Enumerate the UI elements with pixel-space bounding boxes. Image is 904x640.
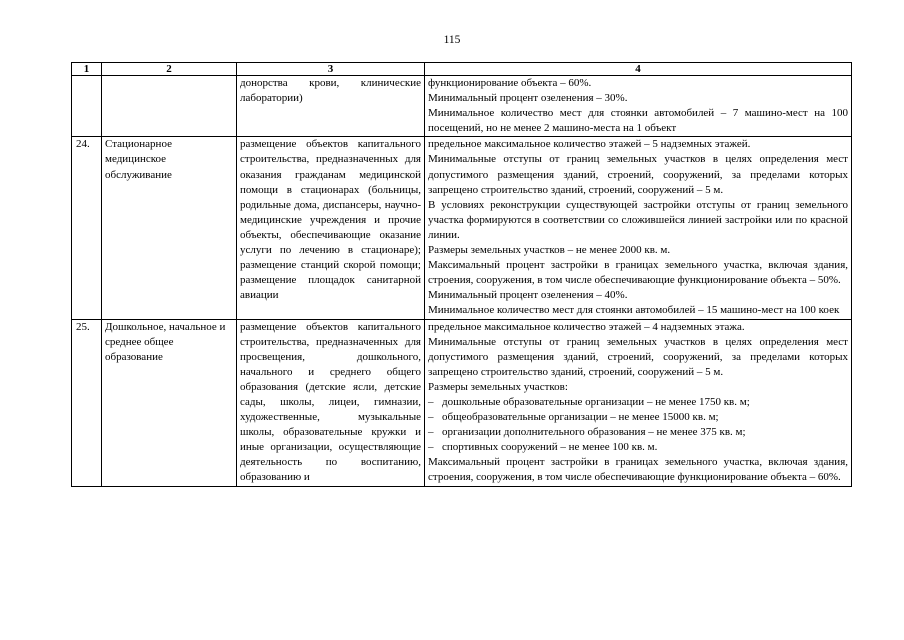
row-number xyxy=(72,76,102,137)
list-item xyxy=(428,395,848,410)
table-row xyxy=(72,137,852,319)
parameters-cell xyxy=(425,319,852,486)
list-item xyxy=(428,440,848,455)
dash-bullet: – xyxy=(428,395,434,408)
description-text: размещение объектов капитального строительства, предназначенных для просвещения, дошкольного, начального и среднего общего образования (детские ясли, детские сады, школы, лицеи, гимназии, художественные, музыкальные школы, образовательные кружки и иные организации, осуществляющие деятельность по воспитанию, образованию и xyxy=(240,320,421,484)
table-row xyxy=(72,76,852,137)
parameter-line: Размеры земельных участков – не менее 2000 кв. м. xyxy=(428,244,671,257)
parameters-cell xyxy=(425,137,852,319)
dash-bullet: – xyxy=(428,426,434,439)
list-item-text: дошкольные образовательные организации – не менее 1750 кв. м; xyxy=(442,395,750,408)
header-col-4: 4 xyxy=(425,63,852,76)
use-description xyxy=(237,137,425,319)
page-number: 115 xyxy=(443,34,461,46)
parameter-line: Максимальный процент застройки в границах земельного участка, включая здания, строения, сооружения, в том числе обеспечивающие функционирование объекта – 50%. xyxy=(428,259,848,287)
zoning-table xyxy=(71,62,852,487)
parameter-line: Минимальные отступы от границ земельных участков в целях определения мест допустимого размещения зданий, строений, сооружений, за пределами которых запрещено строительство зданий, строений, сооружений – 5 м. xyxy=(428,335,848,378)
use-type-name xyxy=(102,76,237,137)
use-description xyxy=(237,319,425,486)
parameter-line: предельное максимальное количество этажей – 5 надземных этажей. xyxy=(428,138,751,151)
parameter-line: Минимальный процент озеленения – 40%. xyxy=(428,289,628,302)
header-col-2: 2 xyxy=(102,63,237,76)
row-number: 24. xyxy=(72,137,102,319)
header-col-3: 3 xyxy=(237,63,425,76)
parameter-line: Минимальное количество мест для стоянки автомобилей – 15 машино-мест на 100 коек xyxy=(428,304,840,317)
use-type-name: Стационарное медицинское обслуживание xyxy=(102,137,237,319)
use-description xyxy=(237,76,425,137)
dash-bullet: – xyxy=(428,441,434,454)
parameter-line: Минимальное количество мест для стоянки автомобилей – 7 машино-мест на 100 посещений, но не менее 2 машино-места на 1 объект xyxy=(428,107,848,135)
header-col-1: 1 xyxy=(72,63,102,76)
parameter-line: предельное максимальное количество этажей – 4 надземных этажа. xyxy=(428,320,745,333)
parameter-line: Максимальный процент застройки в границах земельного участка, включая здания, строения, сооружения, в том числе обеспечивающие функционирование объекта – 60%. xyxy=(428,456,848,484)
row-number: 25. xyxy=(72,319,102,486)
description-text: донорства крови, клинические лаборатории) xyxy=(240,77,421,105)
parameter-line: Размеры земельных участков: xyxy=(428,380,568,393)
list-item xyxy=(428,425,848,440)
list-item-text: общеобразовательные организации – не менее 15000 кв. м; xyxy=(442,411,719,424)
list-item-text: организации дополнительного образования – не менее 375 кв. м; xyxy=(442,426,746,439)
parameter-line: функционирование объекта – 60%. xyxy=(428,77,592,89)
parameter-line: Минимальные отступы от границ земельных участков в целях определения мест допустимого размещения зданий, строений, сооружений, за пределами которых запрещено строительство зданий, строений, сооружений – 5 м. xyxy=(428,153,848,196)
table-header-row xyxy=(72,63,852,76)
parameter-line: В условиях реконструкции существующей застройки отступы от границ земельного участка формируются в соответствии со сложившейся линией застройки или по красной линии. xyxy=(428,198,848,241)
use-type-name: Дошкольное, начальное и среднее общее образование xyxy=(102,319,237,486)
list-item-text: спортивных сооружений – не менее 100 кв. м. xyxy=(442,441,658,454)
list-item xyxy=(428,410,848,425)
parameters-cell xyxy=(425,76,852,137)
dash-bullet: – xyxy=(428,411,434,424)
table-row xyxy=(72,319,852,486)
description-text: размещение объектов капитального строительства, предназначенных для оказания гражданам медицинской помощи в стационарах (больницы, родильные дома, диспансеры, научно-медицинские учреждения и прочие объекты, обеспечивающие оказание услуги по лечению в стационаре); размещение станций скорой помощи; размещение площадок санитарной авиации xyxy=(240,138,421,302)
parameter-line: Минимальный процент озеленения – 30%. xyxy=(428,92,628,105)
